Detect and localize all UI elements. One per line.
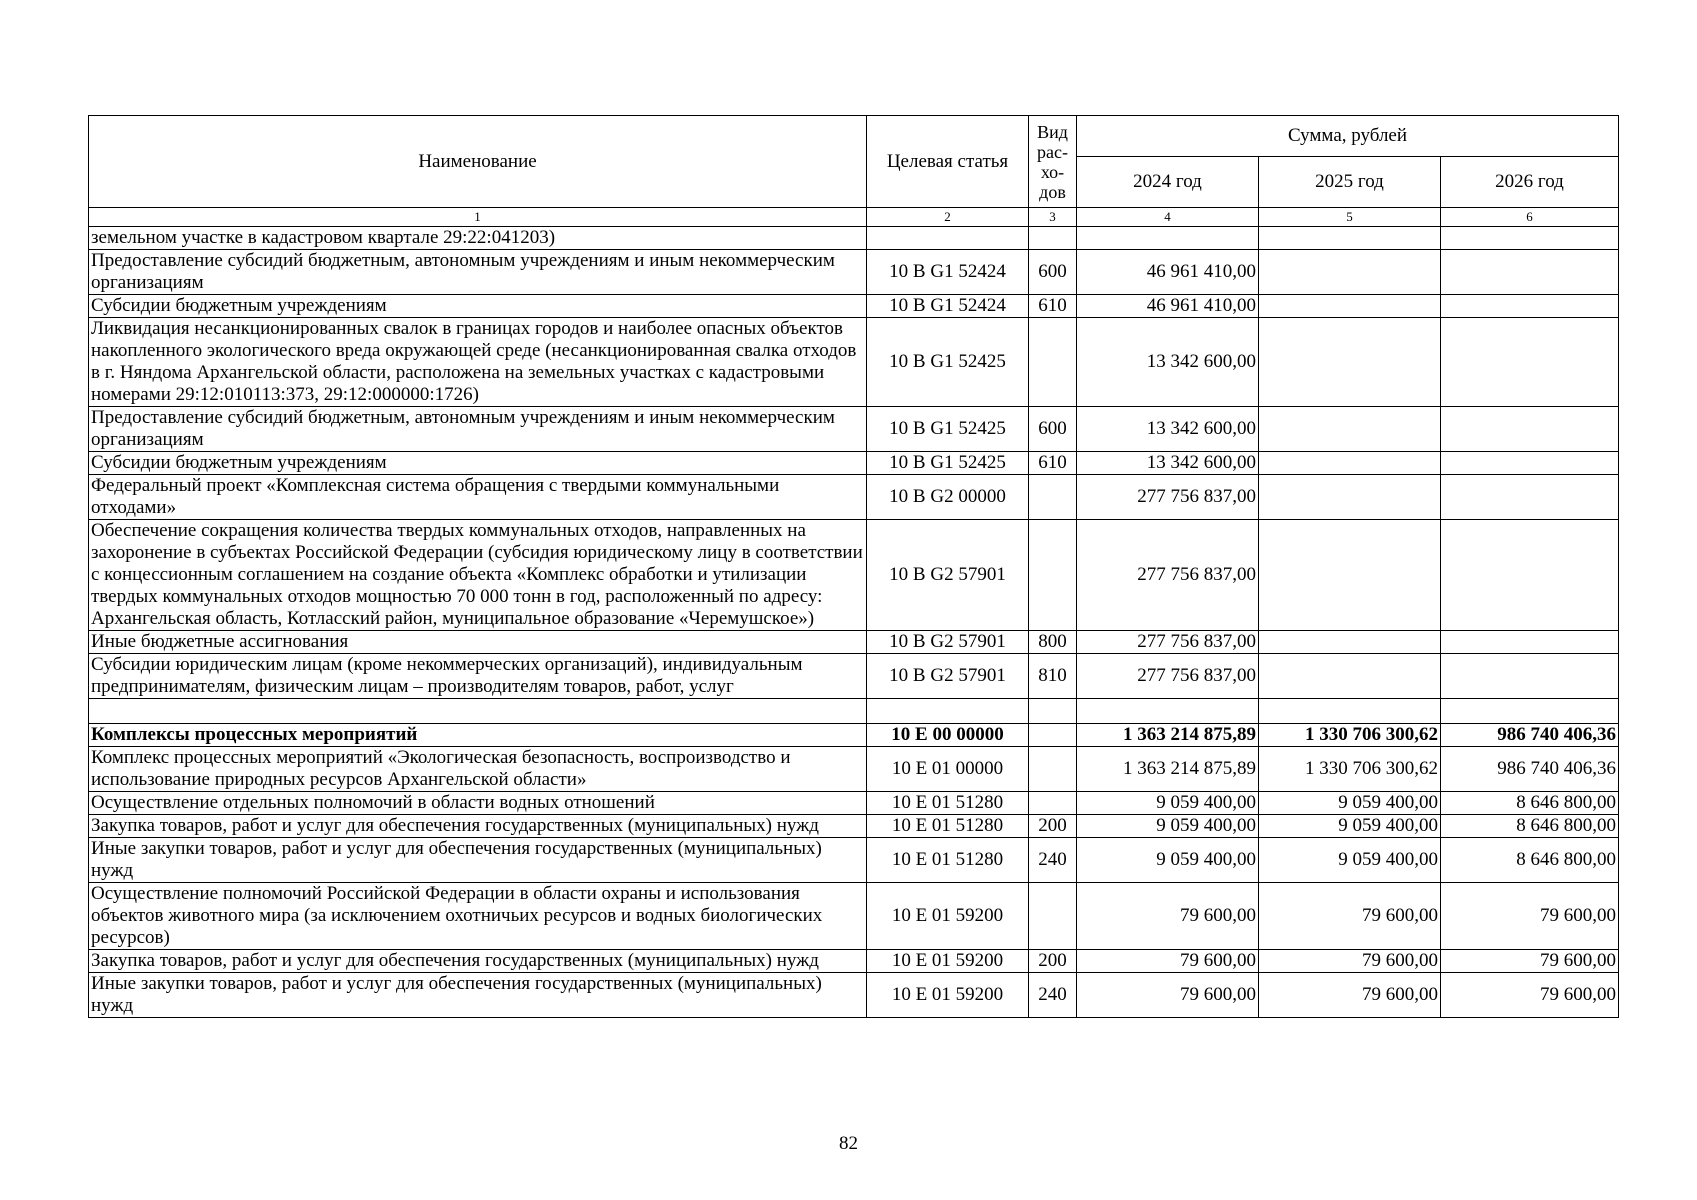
row-sum-2025: 9 059 400,00 (1259, 815, 1441, 838)
row-sum-2024 (1077, 227, 1259, 250)
column-number: 6 (1441, 208, 1619, 227)
row-sum-2026: 8 646 800,00 (1441, 792, 1619, 815)
row-sum-2026 (1441, 475, 1619, 520)
row-expense-kind: 610 (1029, 452, 1077, 475)
row-sum-2026: 8 646 800,00 (1441, 838, 1619, 883)
column-number: 3 (1029, 208, 1077, 227)
row-expense-kind: 240 (1029, 973, 1077, 1018)
table-row (89, 295, 1619, 318)
row-name: Иные закупки товаров, работ и услуг для обеспечения государственных (муниципальных) нужд (89, 838, 867, 883)
row-name: Обеспечение сокращения количества твердых коммунальных отходов, направленных на захоронение в субъектах Российской Федерации (субсидия юридическому лицу в соответствии с концессионным соглашением на создание объекта «Комплекс обработки и утилизации твердых коммунальных отходов мощностью 70 000 тонн в год, расположенный по адресу: Архангельская область, Котласский район, муниципальное образование «Черемушское») (89, 520, 867, 631)
column-number: 4 (1077, 208, 1259, 227)
row-sum-2024: 1 363 214 875,89 (1077, 747, 1259, 792)
row-sum-2025 (1259, 699, 1441, 724)
row-sum-2026 (1441, 699, 1619, 724)
row-sum-2025 (1259, 295, 1441, 318)
row-target-article: 10 В G2 57901 (867, 654, 1029, 699)
row-target-article: 10 Е 01 51280 (867, 792, 1029, 815)
row-sum-2024: 13 342 600,00 (1077, 452, 1259, 475)
row-sum-2025: 79 600,00 (1259, 883, 1441, 950)
row-target-article: 10 Е 01 59200 (867, 950, 1029, 973)
table-row (89, 475, 1619, 520)
row-target-article: 10 Е 01 59200 (867, 883, 1029, 950)
row-expense-kind: 810 (1029, 654, 1077, 699)
row-expense-kind (1029, 475, 1077, 520)
row-sum-2024: 1 363 214 875,89 (1077, 724, 1259, 747)
header-year-2024: 2024 год (1077, 157, 1259, 208)
row-sum-2025 (1259, 227, 1441, 250)
row-name: Ликвидация несанкционированных свалок в границах городов и наиболее опасных объектов накопленного экологического вреда окружающей среде (несанкционированная свалка отходов в г. Няндома Архангельской области, расположена на земельных участках с кадастровыми номерами 29:12:010113:373, 29:12:000000:1726) (89, 318, 867, 407)
row-name: земельном участке в кадастровом квартале 29:22:041203) (89, 227, 867, 250)
row-expense-kind: 800 (1029, 631, 1077, 654)
row-target-article: 10 В G1 52424 (867, 295, 1029, 318)
row-target-article: 10 В G2 57901 (867, 631, 1029, 654)
row-expense-kind (1029, 747, 1077, 792)
column-number-row (89, 208, 1619, 227)
row-sum-2026 (1441, 407, 1619, 452)
row-sum-2024: 46 961 410,00 (1077, 295, 1259, 318)
row-sum-2025 (1259, 520, 1441, 631)
column-number: 1 (89, 208, 867, 227)
row-sum-2026: 8 646 800,00 (1441, 815, 1619, 838)
row-sum-2026 (1441, 295, 1619, 318)
row-target-article: 10 В G1 52425 (867, 318, 1029, 407)
row-name: Предоставление субсидий бюджетным, автономным учреждениям и иным некоммерческим организациям (89, 407, 867, 452)
header-year-2025: 2025 год (1259, 157, 1441, 208)
row-name: Иные бюджетные ассигнования (89, 631, 867, 654)
row-sum-2026: 79 600,00 (1441, 950, 1619, 973)
row-name: Комплексы процессных мероприятий (89, 724, 867, 747)
row-sum-2026: 986 740 406,36 (1441, 724, 1619, 747)
row-sum-2026 (1441, 631, 1619, 654)
row-sum-2025: 1 330 706 300,62 (1259, 724, 1441, 747)
row-sum-2024: 13 342 600,00 (1077, 318, 1259, 407)
row-expense-kind (1029, 318, 1077, 407)
row-expense-kind (1029, 227, 1077, 250)
row-sum-2026 (1441, 250, 1619, 295)
row-expense-kind: 600 (1029, 250, 1077, 295)
row-expense-kind: 610 (1029, 295, 1077, 318)
table-row (89, 973, 1619, 1018)
row-sum-2026: 79 600,00 (1441, 973, 1619, 1018)
table-row (89, 950, 1619, 973)
row-sum-2025: 79 600,00 (1259, 950, 1441, 973)
row-sum-2026 (1441, 227, 1619, 250)
row-sum-2025 (1259, 452, 1441, 475)
row-target-article: 10 Е 01 51280 (867, 838, 1029, 883)
header-expense-kind: Вид рас-хо-дов (1029, 116, 1077, 208)
column-number: 2 (867, 208, 1029, 227)
row-expense-kind (1029, 724, 1077, 747)
row-sum-2024: 277 756 837,00 (1077, 654, 1259, 699)
row-name: Осуществление отдельных полномочий в области водных отношений (89, 792, 867, 815)
row-sum-2024: 277 756 837,00 (1077, 631, 1259, 654)
row-expense-kind: 600 (1029, 407, 1077, 452)
table-row (89, 838, 1619, 883)
row-sum-2024: 9 059 400,00 (1077, 838, 1259, 883)
table-row (89, 654, 1619, 699)
row-sum-2026 (1441, 520, 1619, 631)
row-expense-kind (1029, 883, 1077, 950)
row-target-article: 10 Е 01 00000 (867, 747, 1029, 792)
row-name: Осуществление полномочий Российской Федерации в области охраны и использования объектов животного мира (за исключением охотничьих ресурсов и водных биологических ресурсов) (89, 883, 867, 950)
table-row (89, 724, 1619, 747)
table-row (89, 883, 1619, 950)
row-sum-2024: 277 756 837,00 (1077, 520, 1259, 631)
row-sum-2026: 79 600,00 (1441, 883, 1619, 950)
header-sum: Сумма, рублей (1077, 116, 1619, 157)
row-target-article: 10 В G1 52425 (867, 452, 1029, 475)
row-sum-2026 (1441, 318, 1619, 407)
row-sum-2025: 1 330 706 300,62 (1259, 747, 1441, 792)
row-target-article: 10 Е 01 51280 (867, 815, 1029, 838)
table-row (89, 792, 1619, 815)
header-name: Наименование (89, 116, 867, 208)
row-name (89, 699, 867, 724)
row-sum-2025 (1259, 475, 1441, 520)
row-sum-2024: 9 059 400,00 (1077, 815, 1259, 838)
page-number: 82 (839, 1133, 858, 1154)
row-target-article: 10 В G2 00000 (867, 475, 1029, 520)
row-sum-2025 (1259, 654, 1441, 699)
row-sum-2026 (1441, 452, 1619, 475)
row-sum-2025: 79 600,00 (1259, 973, 1441, 1018)
row-sum-2024: 277 756 837,00 (1077, 475, 1259, 520)
table-row (89, 815, 1619, 838)
row-name: Закупка товаров, работ и услуг для обеспечения государственных (муниципальных) нужд (89, 950, 867, 973)
table-row (89, 520, 1619, 631)
table-row (89, 452, 1619, 475)
row-target-article: 10 Е 00 00000 (867, 724, 1029, 747)
budget-table-container (88, 115, 1618, 1018)
row-sum-2025 (1259, 318, 1441, 407)
table-row (89, 699, 1619, 724)
row-sum-2026 (1441, 654, 1619, 699)
row-sum-2024: 13 342 600,00 (1077, 407, 1259, 452)
row-target-article: 10 В G2 57901 (867, 520, 1029, 631)
row-sum-2026: 986 740 406,36 (1441, 747, 1619, 792)
row-sum-2025 (1259, 250, 1441, 295)
row-sum-2025 (1259, 407, 1441, 452)
row-expense-kind (1029, 520, 1077, 631)
row-name: Закупка товаров, работ и услуг для обеспечения государственных (муниципальных) нужд (89, 815, 867, 838)
table-row (89, 250, 1619, 295)
row-target-article: 10 Е 01 59200 (867, 973, 1029, 1018)
row-target-article (867, 227, 1029, 250)
row-sum-2024: 79 600,00 (1077, 883, 1259, 950)
row-expense-kind: 240 (1029, 838, 1077, 883)
row-name: Субсидии юридическим лицам (кроме некоммерческих организаций), индивидуальным предпринимателям, физическим лицам – производителям товаров, работ, услуг (89, 654, 867, 699)
table-row (89, 227, 1619, 250)
row-name: Комплекс процессных мероприятий «Экологическая безопасность, воспроизводство и использование природных ресурсов Архангельской области» (89, 747, 867, 792)
row-sum-2024: 79 600,00 (1077, 973, 1259, 1018)
row-target-article: 10 В G1 52424 (867, 250, 1029, 295)
row-sum-2024: 9 059 400,00 (1077, 792, 1259, 815)
row-expense-kind (1029, 792, 1077, 815)
row-sum-2025: 9 059 400,00 (1259, 792, 1441, 815)
table-row (89, 407, 1619, 452)
budget-table (88, 115, 1619, 1018)
row-name: Федеральный проект «Комплексная система обращения с твердыми коммунальными отходами» (89, 475, 867, 520)
row-expense-kind: 200 (1029, 815, 1077, 838)
row-name: Субсидии бюджетным учреждениям (89, 452, 867, 475)
row-name: Субсидии бюджетным учреждениям (89, 295, 867, 318)
row-name: Иные закупки товаров, работ и услуг для обеспечения государственных (муниципальных) нужд (89, 973, 867, 1018)
table-row (89, 631, 1619, 654)
row-expense-kind (1029, 699, 1077, 724)
header-year-2026: 2026 год (1441, 157, 1619, 208)
row-sum-2025: 9 059 400,00 (1259, 838, 1441, 883)
row-sum-2024: 46 961 410,00 (1077, 250, 1259, 295)
row-sum-2025 (1259, 631, 1441, 654)
table-row (89, 747, 1619, 792)
row-target-article: 10 В G1 52425 (867, 407, 1029, 452)
row-expense-kind: 200 (1029, 950, 1077, 973)
header-target-article: Целевая статья (867, 116, 1029, 208)
table-row (89, 318, 1619, 407)
row-target-article (867, 699, 1029, 724)
row-name: Предоставление субсидий бюджетным, автономным учреждениям и иным некоммерческим организациям (89, 250, 867, 295)
row-sum-2024: 79 600,00 (1077, 950, 1259, 973)
table-body (89, 227, 1619, 1018)
column-number: 5 (1259, 208, 1441, 227)
row-sum-2024 (1077, 699, 1259, 724)
